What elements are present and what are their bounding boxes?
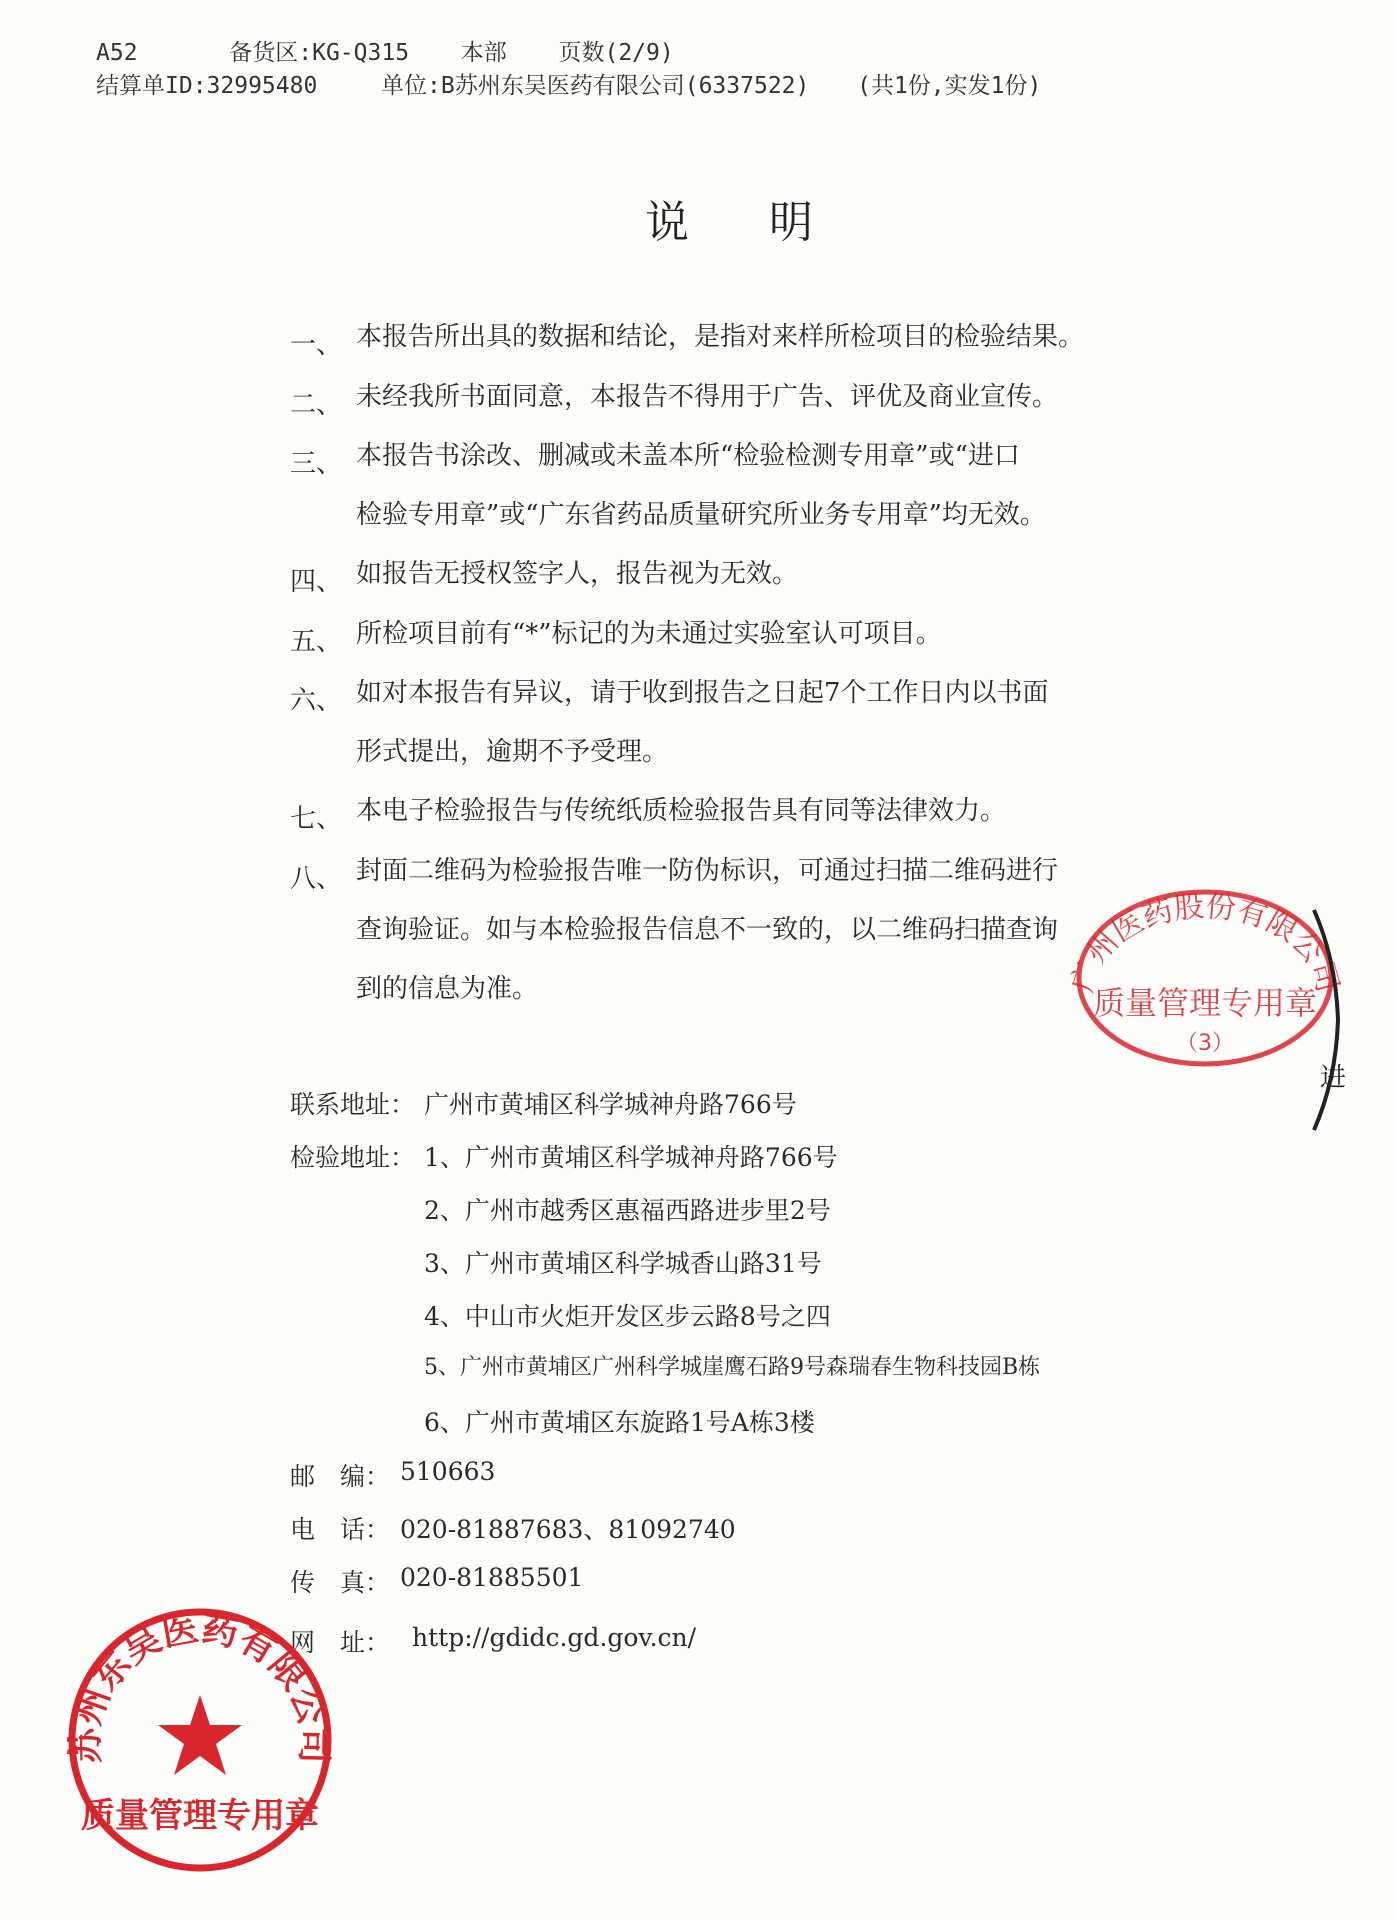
contact-address: 广州市黄埔区科学城神舟路766号 [424,1090,797,1119]
sz-quality-seal [55,1595,345,1885]
gz-seal-purpose-text: 质量管理专用章 [1092,984,1318,1022]
lab-address-4: 4、中山市火炬开发区步云路8号之四 [424,1302,831,1331]
item-6-line-1: 如对本报告有异议，请于收到报告之日起7个工作日内以书面 [356,678,1049,708]
website-label: 网 址： [290,1628,391,1657]
gz-seal-company-text: 广州医药股份有限公司 [1065,889,1345,997]
title-char-1: 说 [645,197,689,248]
sz-seal-company-text: 苏州东吴医药有限公司 [65,1608,335,1765]
item-3-line-2: 检验专用章”或“广东省药品质量研究所业务专用章”均无效。 [356,500,1046,530]
header-line-2 [96,67,1041,100]
contact-address-label: 联系地址： [290,1090,416,1119]
item-5-line-1: 所检项目前有“*”标记的为未通过实验室认可项目。 [356,619,942,649]
phone-value: 020-81887683、81092740 [400,1515,736,1544]
item-2-line-1: 未经我所书面同意，本报告不得用于广告、评优及商业宣传。 [356,382,1059,412]
fax-value: 020-81885501 [400,1563,584,1592]
item-8-line-1: 封面二维码为检验报告唯一防伪标识，可通过扫描二维码进行 [356,856,1059,886]
header-line-1 [96,34,674,67]
sz-seal-purpose-text: 质量管理专用章 [81,1796,319,1836]
item-4-number: 四、 [290,567,343,597]
item-6-line-2: 形式提出，逾期不予受理。 [356,737,669,767]
gz-seal-number-text: （3） [1176,1031,1234,1056]
lab-address-5: 5、广州市黄埔区广州科学城崖鹰石路9号森瑞春生物科技园B栋 [424,1355,1041,1380]
fax-label: 传 真： [290,1568,391,1597]
item-3-line-1: 本报告书涂改、删减或未盖本所“检验检测专用章”或“进口 [356,441,1020,471]
header-unit: 单位:B苏州东吴医药有限公司(6337522) [381,73,810,99]
lab-address-label: 检验地址： [290,1143,416,1172]
lab-address-1: 1、广州市黄埔区科学城神舟路766号 [424,1143,838,1172]
item-8-line-2: 查询验证。如与本检验报告信息不一致的，以二维码扫描查询 [356,915,1059,945]
item-5-number: 五、 [290,627,343,657]
item-1-number: 一、 [290,330,343,360]
phone-label: 电 话： [290,1515,391,1544]
edge-partial-stamp [1306,900,1346,1140]
item-1-line-1: 本报告所出具的数据和结论，是指对来样所检项目的检验结果。 [356,322,1085,352]
postcode-label: 邮 编： [290,1462,391,1491]
star-icon [158,1695,242,1775]
item-2-number: 二、 [290,390,343,420]
header-copies: (共1份,实发1份) [857,73,1042,99]
header-pages: 页数(2/9) [558,40,674,66]
item-7-number: 七、 [290,804,343,834]
header-bill-id: 结算单ID:32995480 [96,73,318,99]
item-3-number: 三、 [290,449,343,479]
postcode-value: 510663 [400,1457,496,1486]
item-6-number: 六、 [290,686,343,716]
lab-address-6: 6、广州市黄埔区东旋路1号A栋3楼 [424,1408,815,1437]
title-char-2: 明 [769,197,813,248]
edge-stamp-char: 进 [1320,1063,1346,1093]
item-4-line-1: 如报告无授权签字人，报告视为无效。 [356,559,799,589]
lab-address-2: 2、广州市越秀区惠福西路进步里2号 [424,1196,831,1225]
header-area: 备货区:KG-Q315 [229,40,410,66]
item-8-line-3: 到的信息为准。 [356,974,539,1004]
header-dept: 本部 [460,40,507,66]
item-8-number: 八、 [290,864,343,894]
website-value: http://gdidc.gd.gov.cn/ [412,1623,697,1652]
header-code: A52 [96,40,138,66]
page-title [645,186,813,250]
item-7-line-1: 本电子检验报告与传统纸质检验报告具有同等法律效力。 [356,796,1007,826]
lab-address-3: 3、广州市黄埔区科学城香山路31号 [424,1249,822,1278]
